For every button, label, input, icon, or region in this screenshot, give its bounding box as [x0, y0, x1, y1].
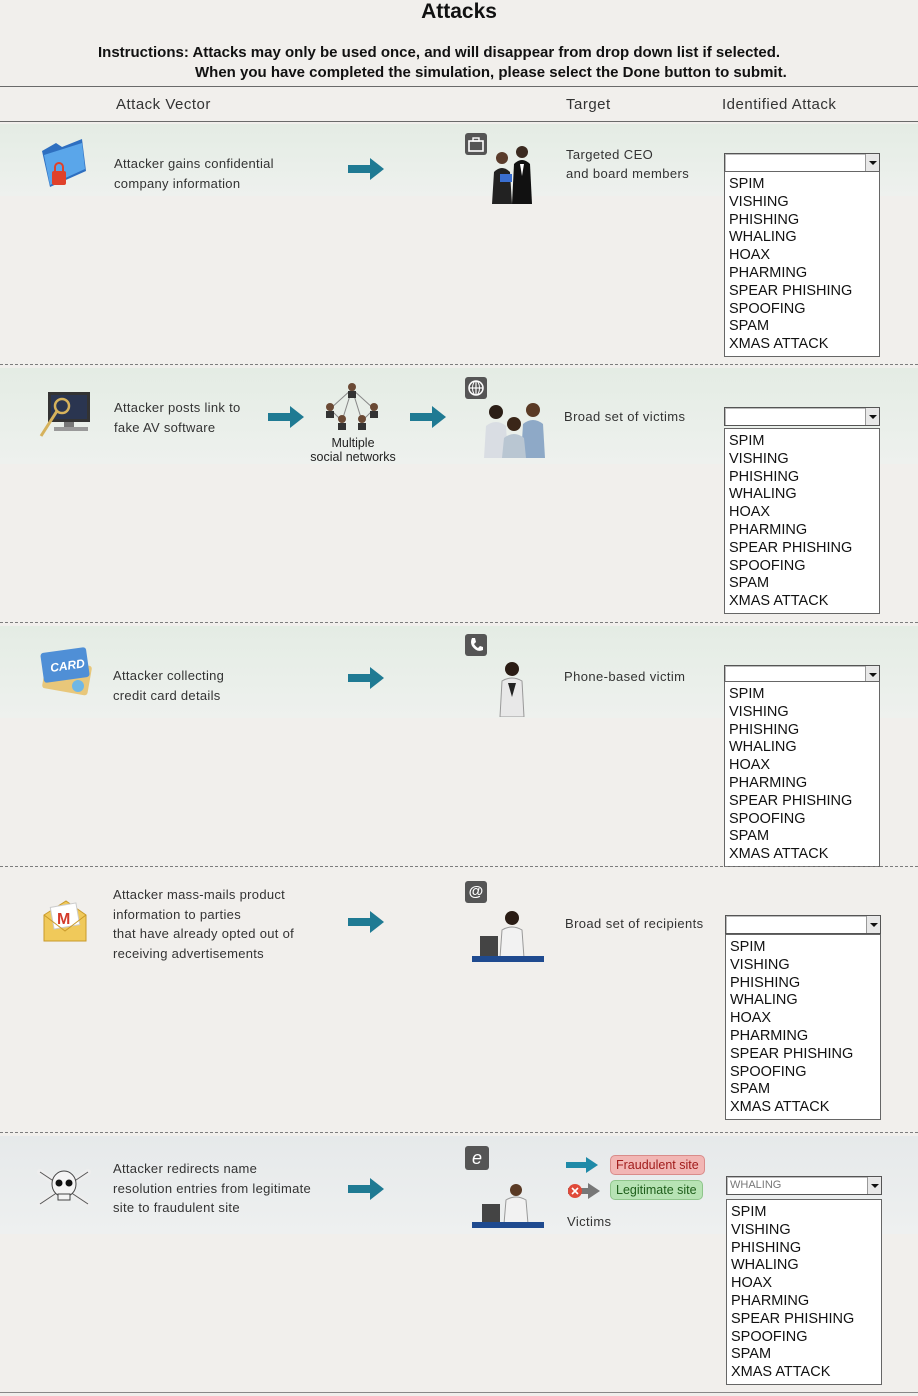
- option-item[interactable]: PHISHING: [729, 211, 800, 228]
- chevron-down-icon[interactable]: [867, 1177, 881, 1194]
- row-4-target-text: [565, 914, 704, 933]
- svg-text:M: M: [57, 911, 71, 928]
- row-1-target-line: Targeted CEO: [566, 147, 654, 162]
- row-4-vector-line: Attacker mass-mails product: [113, 887, 286, 902]
- row-5-options-list[interactable]: [726, 1199, 882, 1385]
- group-of-people-icon: [482, 400, 552, 458]
- chevron-down-icon[interactable]: [865, 154, 879, 171]
- row-4-vector-line: receiving advertisements: [113, 945, 264, 961]
- option-item[interactable]: SPOOFING: [729, 300, 806, 317]
- row-1-target-text: [566, 145, 689, 183]
- option-item[interactable]: SPAM: [731, 1346, 772, 1363]
- legitimate-site-label: Legitimate site: [610, 1180, 703, 1200]
- option-item[interactable]: WHALING: [729, 229, 797, 246]
- row-4-target-line: Broad set of recipients: [565, 916, 704, 931]
- column-header-identified-attack: Identified Attack: [722, 96, 837, 113]
- arrow-icon: [348, 158, 384, 185]
- row-1-vector-line: company information: [114, 175, 241, 191]
- option-item[interactable]: SPEAR PHISHING: [729, 792, 853, 809]
- option-item[interactable]: VISHING: [729, 703, 789, 720]
- option-item[interactable]: VISHING: [729, 450, 789, 467]
- briefcase-icon: [465, 133, 487, 155]
- option-item[interactable]: VISHING: [730, 956, 790, 973]
- option-item[interactable]: SPAM: [729, 828, 770, 845]
- option-item[interactable]: XMAS ATTACK: [729, 846, 829, 863]
- row-1-vector-text: [114, 154, 274, 193]
- row-5-selected-value: WHALING: [730, 1179, 782, 1191]
- woman-at-computer-icon: [472, 908, 544, 964]
- column-header-target: Target: [566, 96, 611, 113]
- option-item[interactable]: SPAM: [730, 1081, 771, 1098]
- option-item[interactable]: SPEAR PHISHING: [730, 1045, 854, 1062]
- option-item[interactable]: HOAX: [729, 504, 771, 521]
- at-sign-glyph: @: [468, 883, 484, 900]
- blocked-arrow-icon: [566, 1182, 600, 1205]
- option-item[interactable]: PHISHING: [731, 1239, 802, 1256]
- row-3-target-text: [564, 667, 685, 686]
- row-2-target-line: Broad set of victims: [564, 409, 686, 424]
- social-network-icon: [322, 381, 382, 431]
- instructions-line-2: When you have completed the simulation, please select the Done button to submit.: [195, 64, 787, 81]
- row-5-vector-text: [113, 1159, 311, 1218]
- row-1-attack-select[interactable]: [724, 153, 880, 172]
- bottom-border: [0, 1392, 918, 1393]
- option-item[interactable]: SPOOFING: [729, 810, 806, 827]
- arrow-icon: [268, 406, 304, 433]
- row-5-vector-line: resolution entries from legitimate: [113, 1180, 312, 1196]
- row-2-vector-line: fake AV software: [114, 419, 216, 435]
- row-3-target-line: Phone-based victim: [564, 669, 686, 684]
- option-item[interactable]: XMAS ATTACK: [730, 1099, 830, 1116]
- row-3-vector-text: [113, 666, 224, 705]
- row-5-attack-select[interactable]: [726, 1176, 882, 1195]
- e-icon: [465, 1146, 489, 1170]
- option-item[interactable]: SPAM: [729, 575, 770, 592]
- option-item[interactable]: XMAS ATTACK: [731, 1364, 831, 1381]
- option-item[interactable]: HOAX: [729, 247, 771, 264]
- row-5-vector-line: site to fraudulent site: [113, 1200, 240, 1215]
- row-1-target-line: and board members: [566, 166, 690, 181]
- option-item[interactable]: SPIM: [730, 939, 766, 955]
- arrow-icon: [348, 911, 384, 938]
- row-4-options-list[interactable]: [725, 934, 881, 1120]
- option-item[interactable]: XMAS ATTACK: [729, 593, 829, 610]
- social-networks-line: Multiple: [331, 436, 375, 450]
- row-2-attack-select[interactable]: [724, 407, 880, 426]
- option-item[interactable]: VISHING: [729, 193, 789, 210]
- instructions-line-1: Instructions: Attacks may only be used once, and will disappear from drop down list if selected.: [98, 44, 781, 61]
- header-divider-bottom: [0, 121, 918, 122]
- arrow-icon: [410, 406, 446, 433]
- social-networks-line: social networks: [310, 450, 396, 464]
- svg-text:CARD: CARD: [49, 656, 86, 676]
- phone-icon: [465, 634, 487, 656]
- row-4-vector-line: that have already opted out of: [113, 926, 295, 941]
- chevron-down-icon[interactable]: [865, 408, 879, 425]
- fraudulent-site-label: Fraudulent site: [610, 1155, 705, 1175]
- row-1-vector-line: Attacker gains confidential: [114, 156, 274, 171]
- option-item[interactable]: SPOOFING: [730, 1063, 807, 1080]
- arrow-icon: [566, 1157, 598, 1178]
- chevron-down-icon[interactable]: [866, 916, 880, 933]
- arrow-icon: [348, 667, 384, 694]
- row-3-vector-line: Attacker collecting: [113, 668, 225, 683]
- option-item[interactable]: WHALING: [730, 992, 798, 1009]
- credit-card-icon: [38, 646, 96, 700]
- row-5-vector-line: Attacker redirects name: [113, 1161, 258, 1176]
- woman-on-phone-icon: [494, 657, 530, 717]
- option-item[interactable]: WHALING: [729, 739, 797, 756]
- row-divider: [0, 866, 918, 867]
- row-5-target-line: Victims: [567, 1214, 612, 1229]
- row-2-vector-text: [114, 398, 241, 437]
- header-divider-top: [0, 86, 918, 87]
- option-item[interactable]: PHISHING: [729, 721, 800, 738]
- option-item[interactable]: SPAM: [729, 318, 770, 335]
- row-divider: [0, 1132, 918, 1133]
- arrow-icon: [348, 1178, 384, 1205]
- row-2-middle-label: [300, 436, 406, 464]
- row-3-vector-line: credit card details: [113, 687, 221, 703]
- option-item[interactable]: PHISHING: [730, 974, 801, 991]
- option-item[interactable]: SPOOFING: [731, 1328, 808, 1345]
- option-item[interactable]: PHARMING: [729, 264, 808, 281]
- row-2-vector-line: Attacker posts link to: [114, 400, 241, 415]
- option-item[interactable]: PHARMING: [729, 774, 808, 791]
- mail-icon: [40, 897, 90, 947]
- option-item[interactable]: SPIM: [729, 176, 765, 192]
- option-item[interactable]: XMAS ATTACK: [729, 336, 829, 353]
- option-item[interactable]: PHARMING: [729, 521, 808, 538]
- option-item[interactable]: WHALING: [729, 486, 797, 503]
- option-item[interactable]: HOAX: [731, 1275, 773, 1292]
- column-header-attack-vector: Attack Vector: [116, 96, 211, 113]
- option-item[interactable]: HOAX: [730, 1010, 772, 1027]
- row-divider: [0, 622, 918, 623]
- man-at-computer-icon: [472, 1182, 544, 1230]
- globe-icon: [465, 377, 487, 399]
- row-2-options-list[interactable]: [724, 428, 880, 614]
- option-item[interactable]: VISHING: [731, 1221, 791, 1238]
- folder-lock-icon: [38, 137, 88, 191]
- option-item[interactable]: PHISHING: [729, 468, 800, 485]
- option-item[interactable]: PHARMING: [730, 1027, 809, 1044]
- option-item[interactable]: SPEAR PHISHING: [729, 282, 853, 299]
- row-4-attack-select[interactable]: [725, 915, 881, 934]
- instructions: [98, 43, 787, 83]
- row-2-target-text: [564, 407, 685, 426]
- row-3-options-list[interactable]: [724, 681, 880, 867]
- option-item[interactable]: SPEAR PHISHING: [731, 1310, 855, 1327]
- option-item[interactable]: SPOOFING: [729, 557, 806, 574]
- option-item[interactable]: SPIM: [729, 433, 765, 449]
- option-item[interactable]: SPIM: [731, 1204, 767, 1220]
- row-1-options-list[interactable]: [724, 171, 880, 357]
- option-item[interactable]: PHARMING: [731, 1292, 810, 1309]
- row-4-vector-text: [113, 885, 294, 963]
- row-4-vector-line: information to parties: [113, 906, 241, 922]
- page-title: Attacks: [421, 0, 497, 23]
- business-people-icon: [486, 144, 542, 206]
- row-divider: [0, 364, 918, 365]
- option-item[interactable]: SPIM: [729, 686, 765, 702]
- at-sign-icon: [465, 881, 487, 903]
- row-5-target-text: [567, 1212, 611, 1231]
- skull-crossbones-icon: [34, 1160, 94, 1216]
- computer-magnifier-icon: [38, 390, 94, 440]
- e-glyph: e: [471, 1148, 482, 1168]
- option-item[interactable]: WHALING: [731, 1257, 799, 1274]
- option-item[interactable]: HOAX: [729, 757, 771, 774]
- option-item[interactable]: SPEAR PHISHING: [729, 539, 853, 556]
